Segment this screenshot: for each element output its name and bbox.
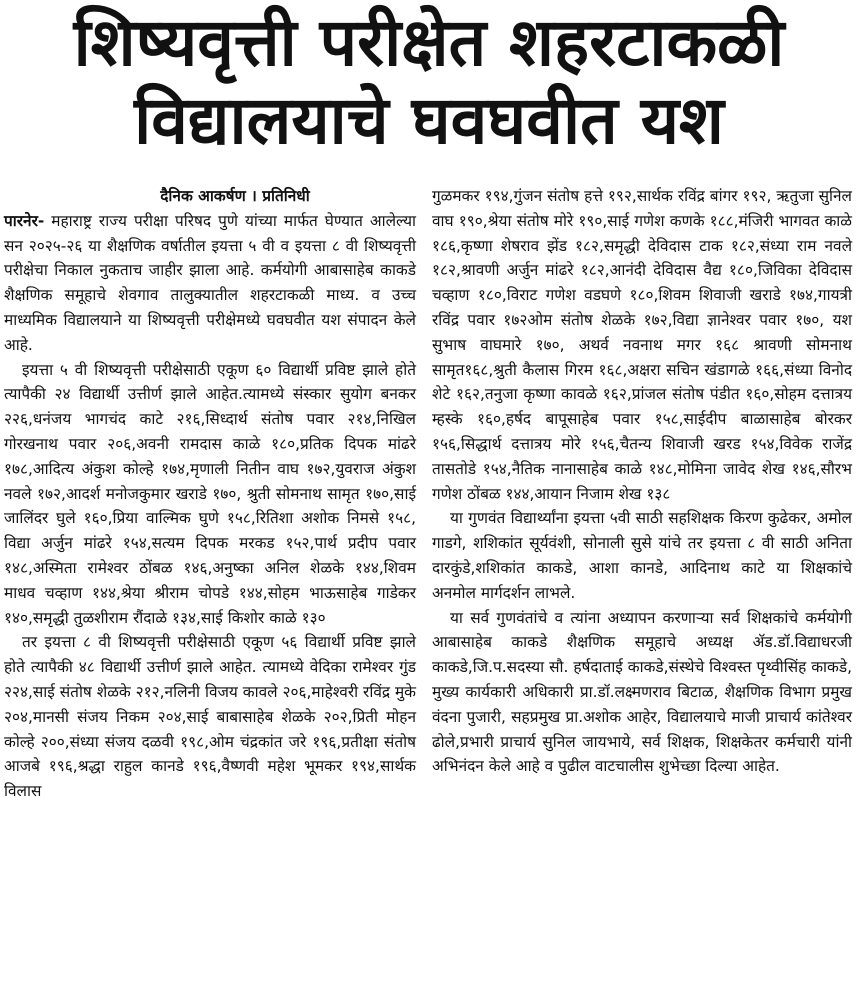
article-paragraph-std8-cont: गुळमकर १९४,गुंजन संतोष हत्ते १९२,सार्थक रविंद्र बांगर १९२, ऋतुजा सुनिल वाघ १९०,श्रेया संतोष मोरे १९०,साई गणेश कणके १८८,मंजिरी भागवत काळे १८६,कृष्णा शेषराव झेंड १८२,समृद्धी देविदास टाक १८२,संध्या राम नवले १८२,श्रावणी अर्जुन मांढरे १८२,आनंदी देविदास वैद्य १८०,जिविका देविदास चव्हाण १८०,विराट गणेश वडघणे १८०,शिवम शिवाजी खराडे १७४,गायत्री रविंद्र पवार १७२ओम संतोष शेळके १७२,विद्या ज्ञानेश्वर पवार १७०, यश सुभाष वाघमारे १७०, अथर्व नवनाथ मगर १६८ श्रावणी सोमनाथ सामृत१६८,श्रुती कैलास गिरम १६८,अक्षरा सचिन खंडागळे १६६,संध्या विनोद शेटे १६२,तनुजा कृष्णा कावळे १६२,प्रांजल संतोष पंडीत १६०,सोहम दत्तात्रय म्हस्के १६०,हर्षद बापूसाहेब पवार १५८,साईदीप बाळासाहेब बोरकर १५६,सिद्धार्थ दत्तात्रय मोरे १५६,चैतन्य शिवाजी खरड १५४,विवेक राजेंद्र तासतोडे १५४,नैतिक नानासाहेब काळे १४८,मोमिना जावेद शेख १४६,सौरभ गणेश ठोंबळ १४४,आयान निजाम शेख १३८ — [432, 187, 852, 503]
article-paragraph-teachers: या गुणवंत विद्यार्थ्यांना इयत्ता ५वी साठी सहशिक्षक किरण कुढेकर, अमोल गाडगे, शशिकांत सूर्यवंशी, सोनाली सुसे यांचे तर इयत्ता ८ वी साठी अनिता दारकुंडे,शशिकांत काकडे, आशा कानडे, आदिनाथ काटे या शिक्षकांचे अनमोल मार्गदर्शन लाभले. — [432, 509, 852, 602]
article-left-column — [4, 184, 416, 804]
article-paragraph-std5: इयत्ता ५ वी शिष्यवृत्ती परीक्षेसाठी एकूण ६० विद्यार्थी प्रविष्ट झाले होते त्यापैकी २४ विद्यार्थी उत्तीर्ण झाले आहेत.त्यामध्ये संस्कार सुयोग बनकर २२६,धनंजय भागचंद काटे २१६,सिध्दार्थ संतोष पवार २१४,निखिल गोरखनाथ पवार २०६,अवनी रामदास काळे १८०,प्रतिक दिपक मांढरे १७८,आदित्य अंकुश कोल्हे १७४,मृणाली नितीन वाघ १७२,युवराज अंकुश नवले १७२,आदर्श मनोजकुमार खराडे १७०, श्रुती सोमनाथ सामृत १७०,साई जालिंदर घुले १६०,प्रिया वाल्मिक घुणे १५८,रितिशा अशोक निमसे १५८, विद्या अर्जुन मांढरे १५४,सत्यम दिपक मरकड १५२,पार्थ प्रदीप पवार १४८,अस्मिता रामेश्वर ठोंबळ १४६,अनुष्का अनिल शेळके १४४,शिवम माधव चव्हाण १४४,श्रेया श्रीराम चोपडे १४४,सोहम भाऊसाहेब गाडेकर १४०,समृद्धी तुळशीराम रौंदाळे १३४,साई किशोर काळे १३० — [4, 360, 416, 627]
headline — [0, 0, 858, 160]
headline-line-2: विद्यालयाचे घवघवीत यश — [134, 82, 724, 159]
article-paragraph-std8: तर इयत्ता ८ वी शिष्यवृत्ती परीक्षेसाठी एकूण ५६ विद्यार्थी प्रविष्ट झाले होते त्यापैकी ४८ विद्यार्थी उत्तीर्ण झाले आहेत. त्यामध्ये वेदिका रामेश्वर गुंड २२४,साई संतोष शेळके २१२,नलिनी विजय कावले २०६,माहेश्वरी रविंद्र मुके २०४,मानसी संजय निकम २०४,साई बाबासाहेब शेळके २०२,प्रिती मोहन कोल्हे २००,संध्या संजय दळवी १९८,ओम चंद्रकांत जरे १९६,प्रतीक्षा संतोष आजबे १९६,श्रद्धा राहुल कानडे १९६,वैष्णवी महेश भूमकर १९४,सार्थक विलास — [4, 633, 416, 801]
byline: दैनिक आकर्षण । प्रतिनिधी — [160, 187, 310, 205]
headline-line-1: शिष्यवृत्ती परीक्षेत शहरटाकळी — [73, 4, 785, 81]
intro-text: महाराष्ट्र राज्य परीक्षा परिषद पुणे यांच्या मार्फत घेण्यात आलेल्या सन २०२५-२६ या शैक्षणिक वर्षातील इयत्ता ५ वी व इयत्ता ८ वी शिष्यवृत्ती परीक्षेचा निकाल नुकताच जाहीर झाला आहे. कर्मयोगी आबासाहेब काकडे शैक्षणिक समूहाचे शेवगाव तालुक्यातील शहरटाकळी माध्य. व उच्च माध्यमिक विद्यालयाने या शिष्यवृत्ती परीक्षेमध्ये घवघवीत यश संपादन केले आहे. — [4, 211, 416, 354]
article-right-column — [432, 184, 852, 779]
article-paragraph-congrats: या सर्व गुणवंतांचे व त्यांना अध्यापन करणाऱ्या सर्व शिक्षकांचे कर्मयोगी आबासाहेब काकडे शैक्षणिक समूहाचे अध्यक्ष ॲड.डॉ.विद्याधरजी काकडे,जि.प.सदस्या सौ. हर्षदाताई काकडे,संस्थेचे विश्वस्त पृथ्वीसिंह काकडे, मुख्य कार्यकारी अधिकारी प्रा.डॉ.लक्ष्मणराव बिटाळ, शैक्षणिक विभाग प्रमुख वंदना पुजारी, सहप्रमुख प्रा.अशोक आहेर, विद्यालयाचे माजी प्राचार्य कांतेश्वर ढोले,प्रभारी प्राचार्य सुनिल जायभाये, सर्व शिक्षक, शिक्षकेतर कर्मचारी यांनी अभिनंदन केले आहे व पुढील वाटचालीस शुभेच्छा दिल्या आहेत. — [432, 608, 852, 776]
dateline-place: पारनेर- — [4, 211, 45, 230]
article-paragraph-intro — [4, 209, 416, 358]
